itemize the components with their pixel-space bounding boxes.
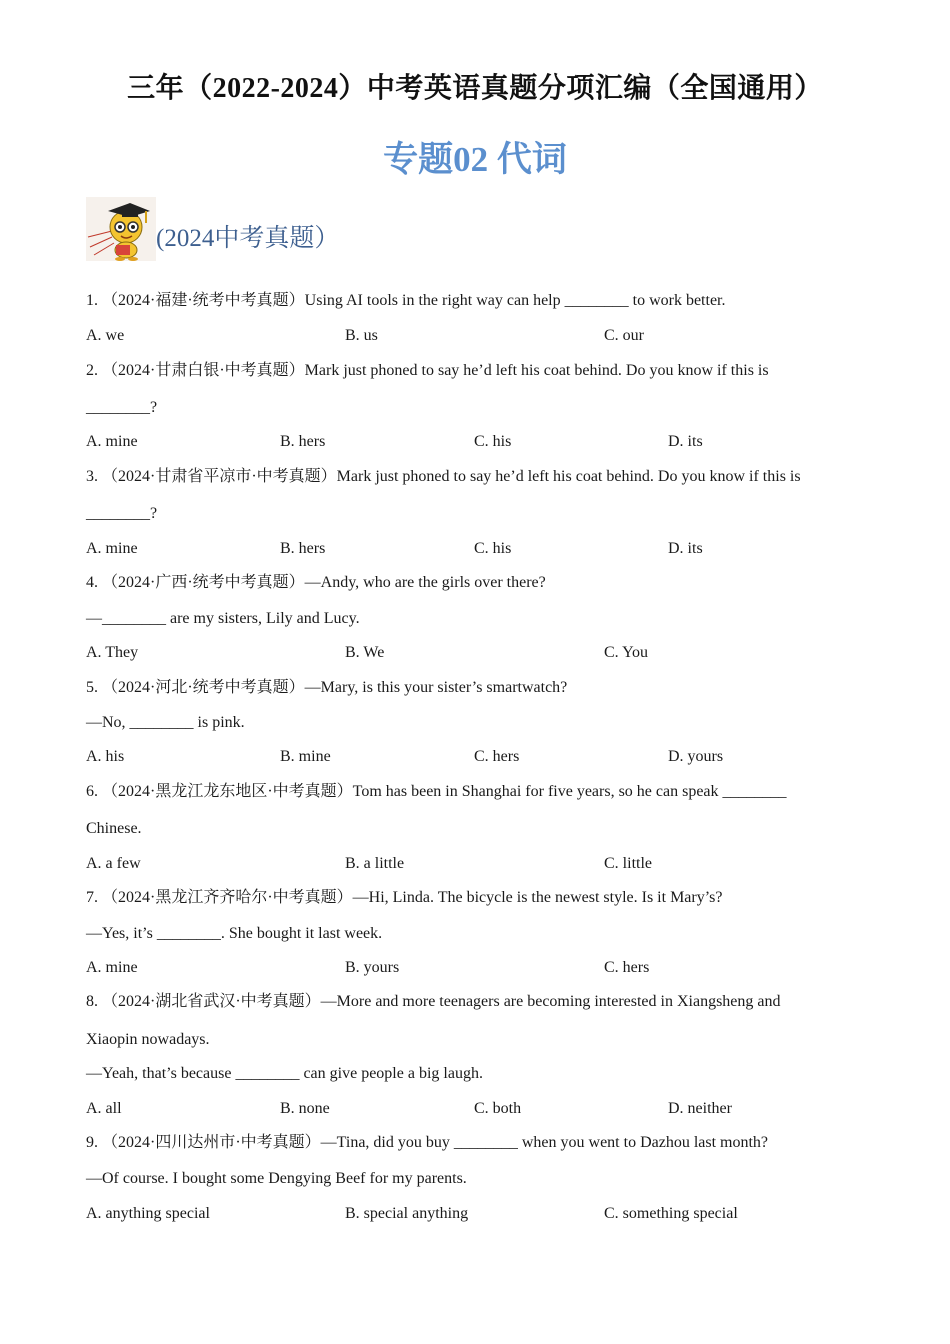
question-3-options: [86, 539, 846, 559]
option-b: B. yours: [345, 959, 400, 976]
option-d: D. neither: [668, 1100, 732, 1117]
question-5-options: [86, 747, 846, 767]
option-a: A. we: [86, 327, 125, 344]
option-a: A. all: [86, 1100, 122, 1117]
question-5-reply: —No, ________ is pink.: [86, 714, 245, 731]
document-title: 三年（2022-2024）中考英语真题分项汇编（全国通用）: [127, 73, 823, 104]
topic-title: 专题02 代词: [383, 140, 567, 179]
question-8-stem: 8. （2024·湖北省武汉·中考真题）—More and more teenagers are becoming interested in Xiangsheng and: [86, 993, 781, 1010]
option-c: C. his: [474, 540, 512, 557]
question-2-stem: 2. （2024·甘肃白银·中考真题）Mark just phoned to say he’d left his coat behind. Do you know if this is: [86, 362, 769, 379]
question-6-stem: 6. （2024·黑龙江龙东地区·中考真题）Tom has been in Shanghai for five years, so he can speak ________: [86, 783, 787, 800]
graduate-mascot-icon: [86, 197, 156, 261]
option-d: D. yours: [668, 748, 724, 765]
question-7-options: [86, 958, 846, 978]
option-b: B. mine: [280, 748, 331, 765]
option-a: A. They: [86, 644, 139, 661]
question-9-stem: 9. （2024·四川达州市·中考真题）—Tina, did you buy ________ when you went to Dazhou last month?: [86, 1134, 769, 1151]
option-c: C. You: [604, 644, 649, 661]
question-6-stem-cont: Chinese.: [86, 820, 142, 837]
option-a: A. anything special: [86, 1205, 210, 1222]
question-6-options: [86, 854, 846, 874]
question-8-stem-cont: Xiaopin nowadays.: [86, 1031, 210, 1048]
question-4-options: [86, 643, 846, 663]
question-2-stem-cont: ________?: [86, 399, 158, 416]
option-b: B. us: [345, 327, 378, 344]
option-b: B. a little: [345, 855, 405, 872]
question-1-options: [86, 326, 846, 346]
section-label: (2024中考真题）: [156, 225, 340, 252]
option-a: A. mine: [86, 540, 138, 557]
question-9-reply: —Of course. I bought some Dengying Beef for my parents.: [86, 1170, 467, 1187]
option-d: D. its: [668, 433, 703, 450]
section-header: [86, 196, 339, 262]
option-a: A. his: [86, 748, 125, 765]
option-d: D. its: [668, 540, 703, 557]
question-5-stem: 5. （2024·河北·统考中考真题）—Mary, is this your sister’s smartwatch?: [86, 679, 568, 696]
question-1-stem: 1. （2024·福建·统考中考真题）Using AI tools in the right way can help ________ to work better.: [86, 292, 726, 309]
option-b: B. hers: [280, 433, 326, 450]
question-3-stem: 3. （2024·甘肃省平凉市·中考真题）Mark just phoned to say he’d left his coat behind. Do you know if this is: [86, 468, 801, 485]
question-8-options: [86, 1099, 846, 1119]
option-a: A. mine: [86, 959, 138, 976]
option-c: C. hers: [604, 959, 650, 976]
question-8-reply: —Yeah, that’s because ________ can give people a big laugh.: [86, 1065, 483, 1082]
option-a: A. mine: [86, 433, 138, 450]
option-c: C. our: [604, 327, 644, 344]
option-c: C. hers: [474, 748, 520, 765]
question-3-stem-cont: ________?: [86, 505, 158, 522]
option-b: B. hers: [280, 540, 326, 557]
question-4-stem: 4. （2024·广西·统考中考真题）—Andy, who are the girls over there?: [86, 574, 546, 591]
option-c: C. his: [474, 433, 512, 450]
option-c: C. both: [474, 1100, 522, 1117]
question-9-options: [86, 1204, 846, 1224]
question-7-stem: 7. （2024·黑龙江齐齐哈尔·中考真题）—Hi, Linda. The bicycle is the newest style. Is it Mary’s?: [86, 889, 723, 906]
question-7-reply: —Yes, it’s ________. She bought it last week.: [86, 925, 383, 942]
option-c: C. little: [604, 855, 652, 872]
option-c: C. something special: [604, 1205, 738, 1222]
option-b: B. We: [345, 644, 385, 661]
option-b: B. special anything: [345, 1205, 469, 1222]
question-4-reply: —________ are my sisters, Lily and Lucy.: [86, 610, 360, 627]
option-b: B. none: [280, 1100, 330, 1117]
question-2-options: [86, 432, 846, 452]
option-a: A. a few: [86, 855, 141, 872]
